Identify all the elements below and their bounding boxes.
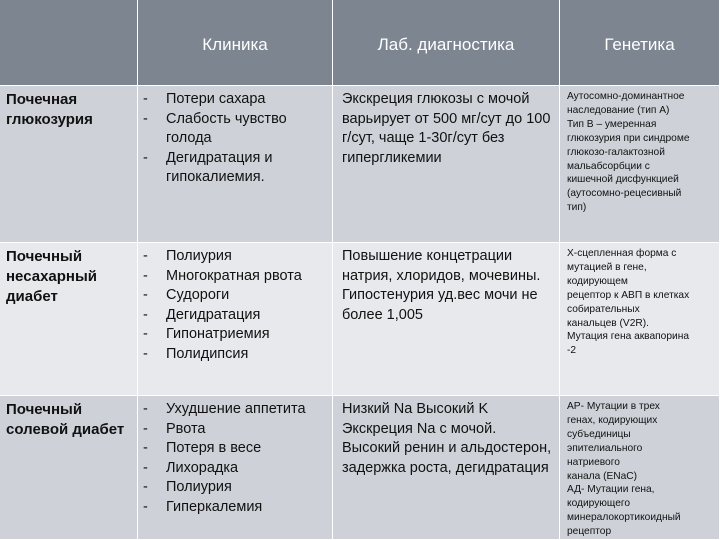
bullet-dash: - (143, 420, 148, 437)
genetics-line: рецептор к АВП в клетках (567, 289, 690, 301)
clinic-item-text: Полидипсия (166, 345, 249, 362)
clinic-list (143, 400, 328, 517)
bullet-dash: - (143, 149, 148, 166)
clinic-list-item (143, 247, 328, 267)
genetics-cell (560, 243, 720, 396)
genetics-line: Х-сцепленная форма с (567, 248, 677, 259)
clinic-item-text: Судороги (166, 287, 230, 303)
genetics-line: АР- Мутации в трех (567, 401, 660, 412)
clinic-list (143, 90, 328, 188)
clinic-list-item (143, 267, 328, 287)
genetics-cell (560, 86, 720, 243)
genetics-line: рецептор (567, 526, 612, 538)
genetics-line: канальцев (V2R). (567, 317, 649, 329)
bullet-dash: - (143, 479, 148, 495)
bullet-dash: - (143, 401, 148, 417)
bullet-dash: - (143, 440, 148, 456)
bullet-dash: - (143, 110, 148, 127)
genetics-line: АД- Мутации гена, (567, 484, 655, 496)
genetics-line: глюкозо-галактозной (567, 146, 665, 158)
genetics-line: кодирующего (567, 498, 631, 510)
clinic-list-item (143, 110, 328, 149)
genetics-line: субъединицы (567, 428, 631, 440)
bullet-dash: - (143, 326, 148, 342)
clinic-item-text: Полиурия (166, 248, 232, 264)
clinic-list-item (143, 420, 328, 440)
row-name: Почечный солевой диабет (0, 396, 138, 540)
lab-cell: Повышение концетрации натрия, хлоридов, мочевины. Гипостенурия уд.вес мочи не более 1,005 (333, 243, 560, 396)
header-empty (0, 0, 138, 86)
genetics-line: Тип В – умеренная (567, 118, 657, 130)
clinic-item-text: Полиурия (166, 479, 232, 495)
genetics-line: тип) (567, 202, 587, 214)
genetics-line: эпителиального (567, 442, 643, 454)
genetics-line: натриевого (567, 456, 620, 468)
clinic-list-item (143, 286, 328, 306)
bullet-dash: - (143, 287, 148, 303)
clinic-list (143, 247, 328, 364)
clinic-item-text: Потери сахара (166, 91, 266, 107)
bullet-dash: - (143, 248, 148, 264)
bullet-dash: - (143, 459, 148, 476)
clinic-item-text: Гиперкалемия (166, 498, 263, 515)
genetics-line: -2 (567, 345, 577, 357)
genetics-line: собирательных (567, 303, 640, 315)
clinic-item-text: Лихорадка (166, 459, 239, 476)
lab-cell: Экскреция глюкозы с мочой варьирует от 500 мг/сут до 100 г/сут, чаще 1-30г/сут без гипергликемии (333, 86, 560, 243)
clinic-list-item (143, 498, 328, 518)
header-genetics: Генетика (560, 0, 720, 86)
genetics-line: кишечной дисфункцией (567, 174, 679, 186)
clinic-list-item (143, 478, 328, 498)
clinic-item-text: Дегидратация (166, 306, 261, 323)
genetics-line: наследование (тип А) (567, 104, 670, 116)
clinic-item-text: Слабость чувство голода (166, 110, 287, 146)
genetics-cell (560, 396, 720, 540)
clinic-cell (138, 396, 333, 540)
bullet-dash: - (143, 345, 148, 362)
clinic-list-item (143, 400, 328, 420)
bullet-dash: - (143, 91, 148, 107)
clinic-list-item (143, 345, 328, 365)
genetics-line: минералокортикоидный (567, 512, 681, 524)
genetics-line: кодирующем (567, 275, 628, 287)
genetics-line: мутацией в гене, (567, 261, 647, 273)
genetics-line: мальабсорбции с (567, 160, 650, 172)
row-name: Почечный несахарный диабет (0, 243, 138, 396)
clinic-item-text: Многократная рвота (166, 267, 302, 284)
clinic-item-text: Потеря в весе (166, 440, 262, 456)
clinic-item-text: Ухудшение аппетита (166, 401, 306, 417)
bullet-dash: - (143, 306, 148, 323)
clinic-item-text: Рвота (166, 420, 206, 437)
clinic-list-item (143, 306, 328, 326)
bullet-dash: - (143, 267, 148, 284)
genetics-line: (аутосомно-рецесивный (567, 188, 682, 200)
clinic-list-item (143, 90, 328, 110)
genetics-line: канала (ENaC) (567, 470, 638, 482)
genetics-line: Аутосомно-доминантное (567, 91, 685, 102)
clinic-cell (138, 86, 333, 243)
genetics-line: генах, кодирующих (567, 414, 658, 426)
row-name: Почечная глюкозурия (0, 86, 138, 243)
clinic-list-item (143, 459, 328, 479)
clinic-list-item (143, 439, 328, 459)
genetics-line: глюкозурия при синдроме (567, 132, 690, 144)
clinic-item-text: Гипонатриемия (166, 326, 270, 342)
clinic-item-text: Дегидратация и гипокалиемия. (166, 149, 273, 185)
lab-cell: Низкий Na Высокий K Экскреция Na с мочой. Высокий ренин и альдостерон, задержка роста, дегидратация (333, 396, 560, 540)
clinic-list-item (143, 325, 328, 345)
header-clinic: Клиника (138, 0, 333, 86)
genetics-line: Мутация гена аквапорина (567, 331, 689, 343)
clinic-cell (138, 243, 333, 396)
bullet-dash: - (143, 498, 148, 515)
clinic-list-item (143, 149, 328, 188)
header-lab-diagnostics: Лаб. диагностика (333, 0, 560, 86)
